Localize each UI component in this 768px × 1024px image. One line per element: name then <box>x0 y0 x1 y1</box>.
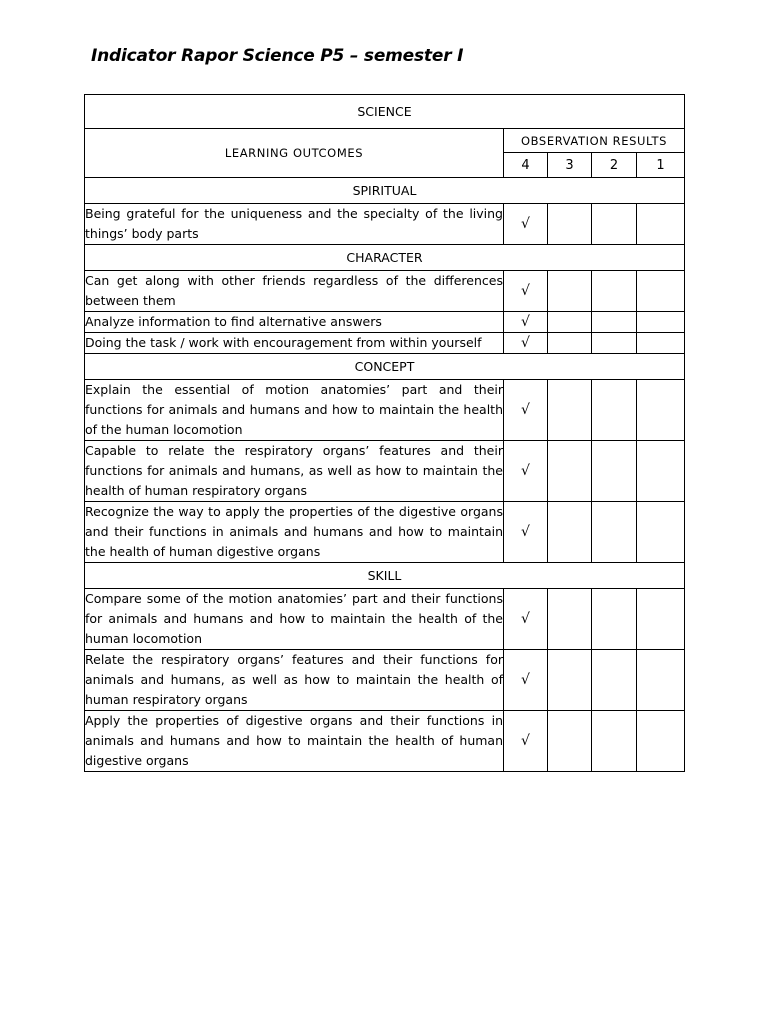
score-1-cell <box>637 650 685 711</box>
score-2-cell <box>592 312 637 333</box>
score-2-cell <box>592 711 637 772</box>
score-2-cell <box>592 271 637 312</box>
score-1-cell <box>637 312 685 333</box>
outcome-row <box>85 271 685 312</box>
score-4-cell: √ <box>504 204 548 245</box>
score-2-cell <box>592 333 637 354</box>
outcome-row <box>85 711 685 772</box>
score-4-cell: √ <box>504 380 548 441</box>
outcome-row <box>85 441 685 502</box>
observation-results-header: OBSERVATION RESULTS <box>504 129 685 153</box>
section-row <box>85 354 685 380</box>
score-3-cell <box>548 333 592 354</box>
document-title: Indicator Rapor Science P5 – semester I <box>91 46 464 66</box>
score-3-cell <box>548 312 592 333</box>
score-4-cell: √ <box>504 441 548 502</box>
score-3-cell <box>548 650 592 711</box>
subject-header: SCIENCE <box>85 95 685 129</box>
score-4-cell: √ <box>504 271 548 312</box>
score-1-cell <box>637 380 685 441</box>
score-1-cell <box>637 333 685 354</box>
score-1-cell <box>637 441 685 502</box>
score-3-cell <box>548 271 592 312</box>
learning-outcome-text: Apply the properties of digestive organs and their functions in animals and humans and how to maintain the health of human digestive organs <box>85 711 504 772</box>
score-4-cell: √ <box>504 650 548 711</box>
outcome-row <box>85 333 685 354</box>
score-1-cell <box>637 271 685 312</box>
subject-header-row <box>85 95 685 129</box>
section-row <box>85 563 685 589</box>
section-title: CHARACTER <box>85 245 685 271</box>
score-1-cell <box>637 502 685 563</box>
score-header-2: 2 <box>592 153 637 178</box>
score-3-cell <box>548 711 592 772</box>
score-3-cell <box>548 441 592 502</box>
score-1-cell <box>637 204 685 245</box>
score-header-3: 3 <box>548 153 592 178</box>
score-2-cell <box>592 380 637 441</box>
learning-outcomes-header: LEARNING OUTCOMES <box>85 129 504 178</box>
score-header-4: 4 <box>504 153 548 178</box>
score-4-cell: √ <box>504 333 548 354</box>
science-report-table <box>84 94 685 772</box>
score-3-cell <box>548 204 592 245</box>
score-2-cell <box>592 502 637 563</box>
outcome-row <box>85 650 685 711</box>
observation-header-row <box>85 129 685 153</box>
score-1-cell <box>637 589 685 650</box>
score-3-cell <box>548 589 592 650</box>
learning-outcome-text: Capable to relate the respiratory organs’ features and their functions for animals and humans, as well as how to maintain the health of human respiratory organs <box>85 441 504 502</box>
outcome-row <box>85 380 685 441</box>
learning-outcome-text: Being grateful for the uniqueness and the specialty of the living things’ body parts <box>85 204 504 245</box>
section-title: SPIRITUAL <box>85 178 685 204</box>
score-4-cell: √ <box>504 502 548 563</box>
learning-outcome-text: Recognize the way to apply the properties of the digestive organs and their functions in animals and humans and how to maintain the health of human digestive organs <box>85 502 504 563</box>
score-4-cell: √ <box>504 312 548 333</box>
learning-outcome-text: Explain the essential of motion anatomies’ part and their functions for animals and humans and how to maintain the health of the human locomotion <box>85 380 504 441</box>
score-4-cell: √ <box>504 589 548 650</box>
score-3-cell <box>548 380 592 441</box>
score-1-cell <box>637 711 685 772</box>
learning-outcome-text: Analyze information to find alternative answers <box>85 312 504 333</box>
learning-outcome-text: Compare some of the motion anatomies’ part and their functions for animals and humans and how to maintain the health of the human locomotion <box>85 589 504 650</box>
section-title: CONCEPT <box>85 354 685 380</box>
score-2-cell <box>592 589 637 650</box>
outcome-row <box>85 204 685 245</box>
learning-outcome-text: Can get along with other friends regardless of the differences between them <box>85 271 504 312</box>
score-header-1: 1 <box>637 153 685 178</box>
score-2-cell <box>592 650 637 711</box>
section-row <box>85 245 685 271</box>
outcome-row <box>85 312 685 333</box>
score-4-cell: √ <box>504 711 548 772</box>
outcome-row <box>85 502 685 563</box>
score-3-cell <box>548 502 592 563</box>
learning-outcome-text: Relate the respiratory organs’ features and their functions for animals and humans, as well as how to maintain the health of human respiratory organs <box>85 650 504 711</box>
learning-outcome-text: Doing the task / work with encouragement from within yourself <box>85 333 504 354</box>
outcome-row <box>85 589 685 650</box>
score-2-cell <box>592 441 637 502</box>
section-title: SKILL <box>85 563 685 589</box>
section-row <box>85 178 685 204</box>
score-2-cell <box>592 204 637 245</box>
